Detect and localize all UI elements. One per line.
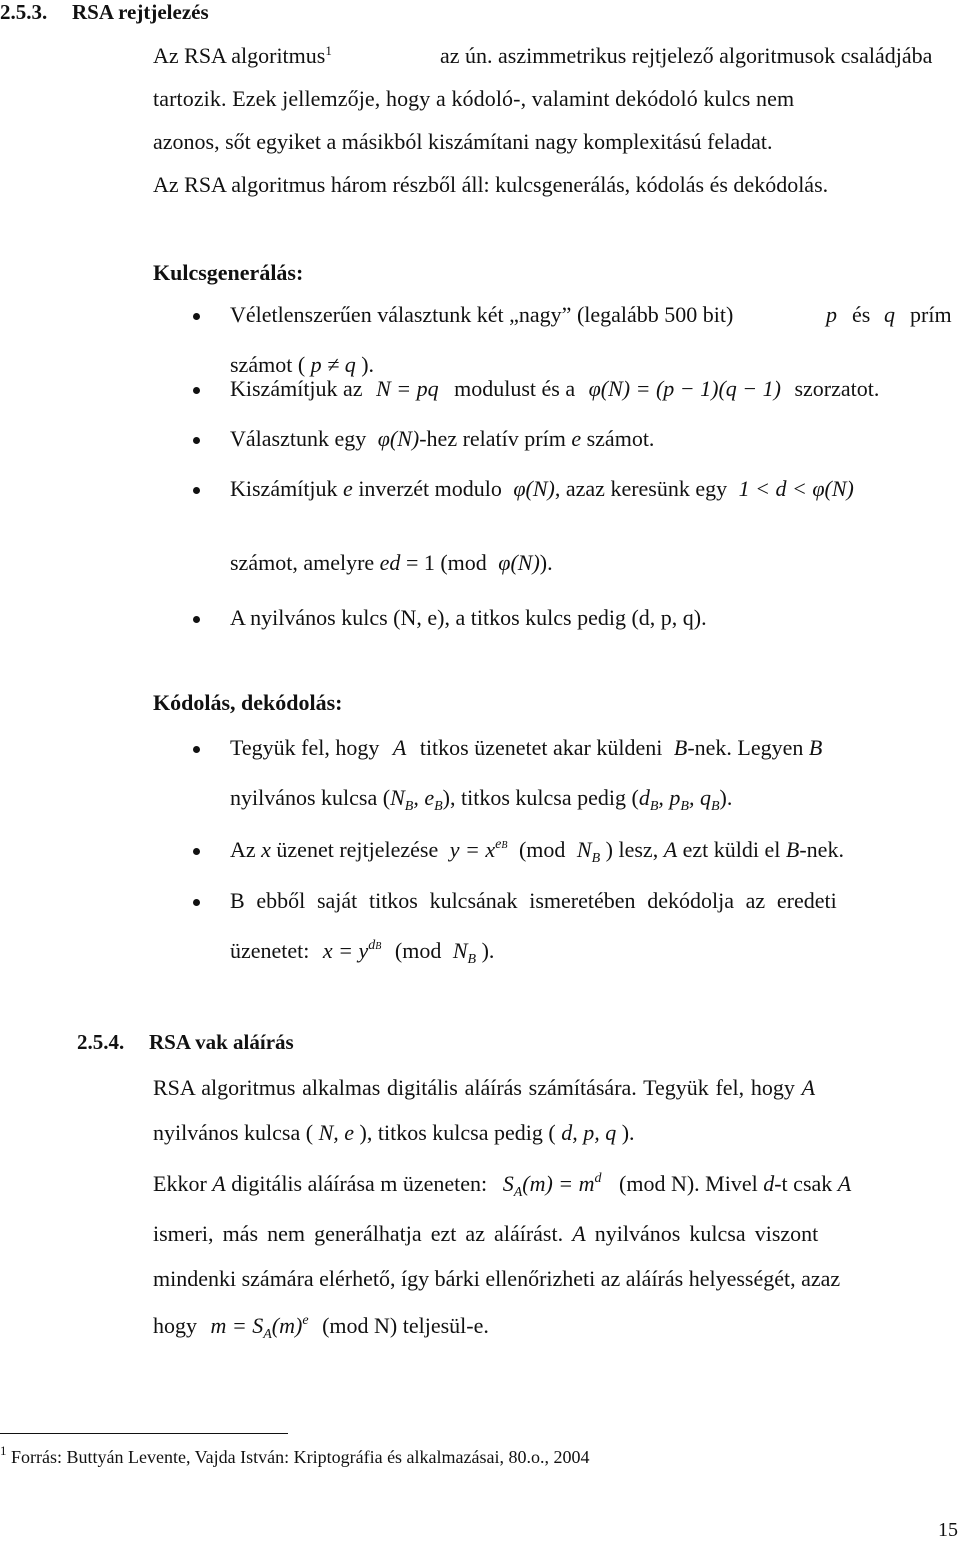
text: modulust és a	[454, 376, 576, 401]
bullet-icon	[193, 487, 200, 494]
bullet-icon	[193, 437, 200, 444]
footnote-divider	[0, 1433, 288, 1434]
text: hogy	[153, 1313, 197, 1338]
coding-item-2	[230, 837, 844, 866]
sig-line-5: mindenki számára elérhető, így bárki ellenőrizheti az aláírás helyességét, azaz	[153, 1266, 841, 1291]
text: (mod	[518, 837, 566, 862]
text: Véletlenszerűen választunk két „nagy” (legalább 500 bit)	[230, 302, 734, 327]
text: Választunk egy	[230, 426, 367, 451]
superscript-sub: B	[375, 941, 382, 952]
section-number: 2.5.3.	[0, 0, 48, 24]
text: ).	[539, 550, 553, 575]
text: -nek.	[799, 837, 844, 862]
text: ), titkos kulcsa pedig (	[359, 1120, 556, 1145]
text: ismeri, más nem generálhatja ezt az aláírást.	[153, 1221, 564, 1246]
sig-line-1	[153, 1075, 815, 1101]
bullet-icon	[193, 848, 200, 855]
section-heading: RSA rejtjelezés	[72, 0, 209, 24]
text: üzenetet:	[230, 938, 310, 963]
bullet-icon	[193, 899, 200, 906]
section-title-sig	[77, 1030, 294, 1055]
coding-item-1	[230, 735, 822, 761]
math-a: A	[663, 837, 678, 862]
subscript: A	[263, 1327, 272, 1342]
bullet-icon	[193, 313, 200, 320]
intro-line-2: tartozik. Ezek jellemzője, hogy a kódoló-, valamint dekódoló kulcs nem	[153, 86, 795, 111]
math-n: N	[576, 837, 592, 862]
subscript: B	[434, 799, 443, 814]
text: ).	[621, 1120, 635, 1145]
text: Tegyük fel, hogy	[230, 735, 380, 760]
text: számot, amelyre	[230, 550, 375, 575]
subscript: B	[649, 799, 659, 814]
math-phi-n: φ(N)	[498, 550, 540, 575]
text: számot (	[230, 352, 306, 377]
text: (mod N). Mivel	[619, 1171, 758, 1196]
math-m-eq-s: m = S	[210, 1313, 264, 1338]
intro-line-3: azonos, sőt egyiket a másikból kiszámítani nagy komplexitású feladat.	[153, 129, 773, 154]
text: , azaz keresünk egy	[554, 476, 728, 501]
math-e: , e	[413, 785, 435, 810]
text: (mod	[394, 938, 442, 963]
superscript: e	[302, 1313, 309, 1328]
text: nyilvános kulcsa (	[230, 785, 391, 810]
intro-line-1	[153, 43, 332, 69]
section-title-rsa	[0, 0, 209, 25]
math-b: B	[785, 837, 800, 862]
math-b: B	[808, 735, 823, 760]
text: ).	[361, 352, 375, 377]
text: (mod N) teljesül-e.	[322, 1313, 489, 1338]
text: = 1 (mod	[405, 550, 487, 575]
math-p: p	[826, 302, 837, 327]
text: nyilvános kulcsa (	[153, 1120, 314, 1145]
math-ed: ed	[379, 550, 401, 575]
math-x-eq-y: x = y	[322, 938, 369, 963]
math-m-eq-m: (m) = m	[522, 1171, 595, 1196]
math-d-range: 1 < d < φ(N)	[738, 476, 854, 501]
text: üzenet rejtjelezése	[276, 837, 439, 862]
text: -t csak	[774, 1171, 833, 1196]
subscript: B	[591, 851, 601, 866]
math-e: e	[571, 426, 582, 451]
coding-heading: Kódolás, dekódolás:	[153, 690, 343, 715]
text-prim: prím	[910, 302, 952, 327]
text: Az	[230, 837, 256, 862]
section-number: 2.5.4.	[77, 1030, 125, 1054]
math-b: B	[673, 735, 688, 760]
keygen-item-4	[230, 476, 854, 502]
text: nyilvános kulcsa viszont	[594, 1221, 819, 1246]
text: -hez relatív prím	[419, 426, 566, 451]
coding-item-3-cont	[230, 938, 495, 967]
math-d-p-q: d, p, q	[561, 1120, 617, 1145]
keygen-item-5: A nyilvános kulcs (N, e), a titkos kulcs pedig (d, p, q).	[230, 605, 707, 630]
sig-line-6	[153, 1313, 489, 1342]
subscript: A	[513, 1185, 523, 1200]
math-n: N	[390, 785, 405, 810]
keygen-heading: Kulcsgenerálás:	[153, 260, 304, 285]
text: Ekkor	[153, 1171, 207, 1196]
text: szorzatot.	[794, 376, 880, 401]
subscript: B	[467, 952, 477, 967]
superscript: e	[495, 837, 502, 852]
math-d: d	[763, 1171, 775, 1196]
intro-line-4: Az RSA algoritmus három részből áll: kulcsgenerálás, kódolás és dekódolás.	[153, 172, 829, 197]
math-d: d	[638, 785, 650, 810]
math-n: N	[452, 938, 468, 963]
math-a: A	[212, 1171, 226, 1196]
footnote-text: Forrás: Buttyán Levente, Vajda István: Kriptográfia és alkalmazásai, 80.o., 2004	[11, 1447, 590, 1467]
coding-item-1-cont	[230, 785, 733, 814]
text: digitális aláírása m üzeneten:	[231, 1171, 488, 1196]
coding-item-3: B ebből saját titkos kulcsának ismeretében dekódolja az eredeti	[230, 888, 837, 913]
subscript: B	[680, 799, 689, 814]
text: ), titkos kulcsa pedig (	[442, 785, 639, 810]
math-q: q	[884, 302, 895, 327]
math-phi-n: φ(N)	[377, 426, 420, 451]
text: ).	[719, 785, 733, 810]
keygen-item-2	[230, 376, 879, 402]
math-a: A	[801, 1075, 816, 1100]
text: inverzét modulo	[358, 476, 502, 501]
superscript: d	[594, 1171, 602, 1186]
math-m: (m)	[271, 1313, 303, 1338]
math-a: A	[572, 1221, 586, 1246]
sig-line-3	[153, 1171, 852, 1200]
keygen-item-1	[230, 302, 733, 328]
text-es: és	[852, 302, 871, 327]
text: Kiszámítjuk	[230, 476, 338, 501]
footnote-ref: 1	[325, 43, 332, 58]
math-phi-n: φ(N)	[513, 476, 555, 501]
page-number: 15	[938, 1519, 958, 1541]
keygen-item-4-cont	[230, 550, 553, 576]
section-heading: RSA vak aláírás	[149, 1030, 294, 1054]
math-a: A	[392, 735, 407, 760]
intro-text: Az RSA algoritmus	[153, 43, 326, 68]
math-a: A	[837, 1171, 852, 1196]
math-e: e	[343, 476, 353, 501]
math-phi-formula: φ(N) = (p − 1)(q − 1)	[588, 376, 781, 401]
subscript: B	[710, 799, 720, 814]
text: RSA algoritmus alkalmas digitális aláírás számítására. Tegyük fel, hogy	[153, 1075, 795, 1100]
superscript: d	[368, 938, 376, 953]
keygen-item-1-cont	[230, 352, 374, 378]
text: Kiszámítjuk az	[230, 376, 363, 401]
bullet-icon	[193, 387, 200, 394]
math-p: , p	[658, 785, 681, 810]
text: ) lesz,	[605, 837, 659, 862]
text: ).	[481, 938, 495, 963]
sig-line-4	[153, 1221, 818, 1247]
math-n-eq-pq: N = pq	[376, 376, 439, 401]
math-p-neq-q: p ≠ q	[310, 352, 356, 377]
footnote-mark: 1	[0, 1443, 7, 1458]
math-s: S	[502, 1171, 514, 1196]
bullet-icon	[193, 616, 200, 623]
footnote	[0, 1443, 590, 1468]
subscript: B	[404, 799, 414, 814]
text: -nek. Legyen	[687, 735, 804, 760]
bullet-icon	[193, 746, 200, 753]
math-x: x	[261, 837, 271, 862]
superscript-sub: B	[501, 840, 508, 851]
text: ezt küldi el	[682, 837, 781, 862]
sig-line-2	[153, 1120, 635, 1146]
intro-line-1b: az ún. aszimmetrikus rejtjelező algoritmusok családjába	[440, 43, 933, 68]
text: titkos üzenetet akar küldeni	[419, 735, 663, 760]
text: számot.	[586, 426, 655, 451]
keygen-item-3	[230, 426, 654, 452]
math-q: , q	[688, 785, 711, 810]
math-y-eq-x: y = x	[449, 837, 496, 862]
math-n-e: N, e	[318, 1120, 355, 1145]
